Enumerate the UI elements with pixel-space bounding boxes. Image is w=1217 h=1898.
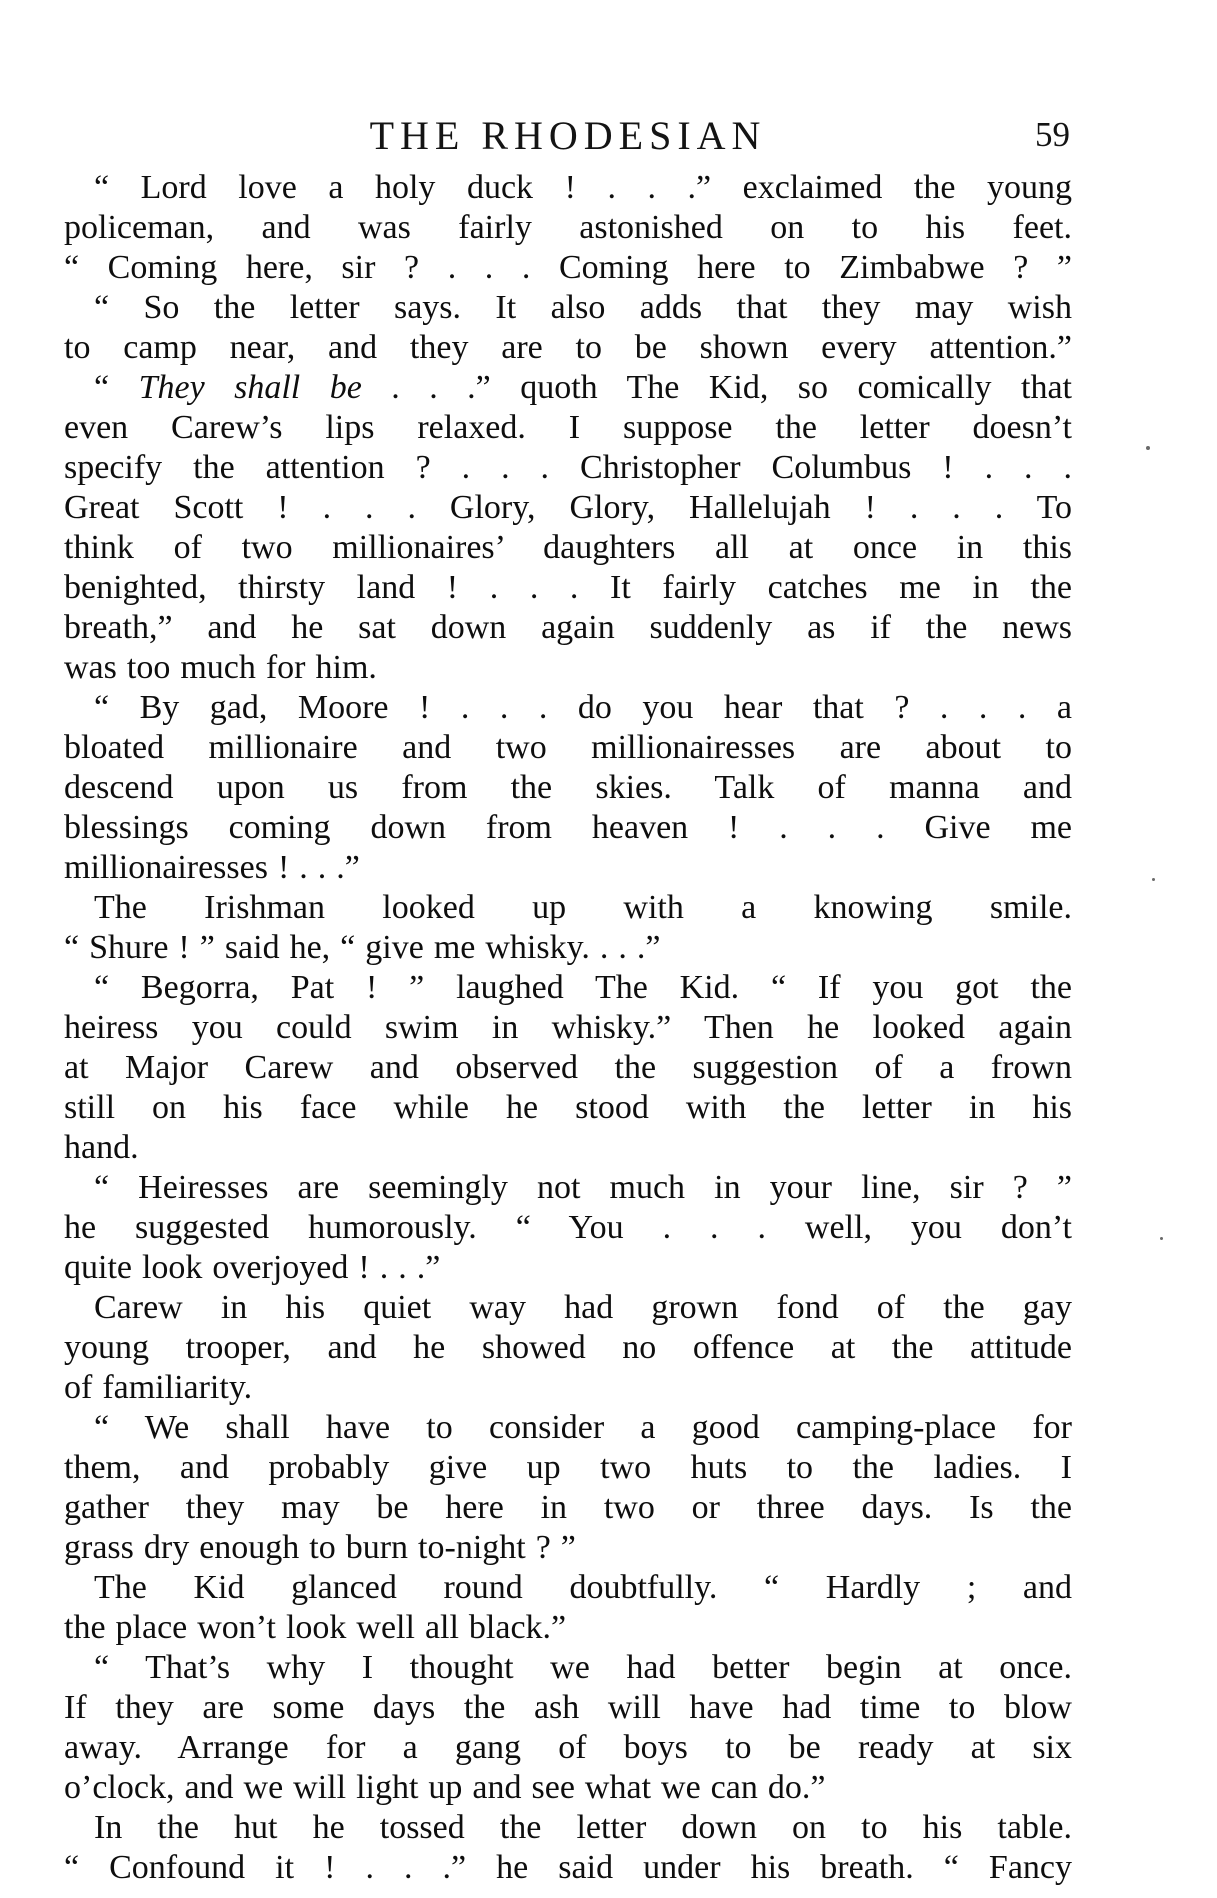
text-line: The Kid glanced round doubtfully. “ Hardly ; and (94, 1569, 1072, 1606)
text-line: grass dry enough to burn to-night ? ” (64, 1529, 576, 1566)
text-line: “ Coming here, sir ? . . . Coming here to Zimbabwe ? ” (64, 249, 1072, 286)
text-line: of familiarity. (64, 1369, 253, 1406)
text-line: “ So the letter says. It also adds that they may wish (94, 289, 1072, 326)
text-line: millionairesses ! . . .” (64, 849, 360, 886)
text-line (64, 368, 1072, 408)
scan-speck (1160, 1237, 1163, 1240)
text-line: still on his face while he stood with the letter in his (64, 1089, 1072, 1126)
page-text (64, 168, 1072, 1888)
text-line: blessings coming down from heaven ! . . . Give me (64, 809, 1072, 846)
text-line: “ Begorra, Pat ! ” laughed The Kid. “ If you got the (94, 969, 1072, 1006)
text-line: “ By gad, Moore ! . . . do you hear that ? . . . a (94, 689, 1072, 726)
text-line: away. Arrange for a gang of boys to be ready at six (64, 1729, 1072, 1766)
text-line: o’clock, and we will light up and see what we can do.” (64, 1769, 826, 1806)
text-line: the place won’t look well all black.” (64, 1609, 567, 1646)
text-line: descend upon us from the skies. Talk of manna and (64, 769, 1072, 806)
text-line: young trooper, and he showed no offence at the attitude (64, 1329, 1072, 1366)
page-header (64, 112, 1072, 162)
text-line: policeman, and was fairly astonished on to his feet. (64, 209, 1072, 246)
text-line: he suggested humorously. “ You . . . well, you don’t (64, 1209, 1072, 1246)
text-line: think of two millionaires’ daughters all at once in this (64, 529, 1072, 566)
scan-speck (1152, 878, 1155, 881)
text-line: “ That’s why I thought we had better begin at once. (94, 1649, 1072, 1686)
text-line: bloated millionaire and two millionairesses are about to (64, 729, 1072, 766)
text-line: The Irishman looked up with a knowing smile. (94, 889, 1072, 926)
text-line: Great Scott ! . . . Glory, Glory, Hallelujah ! . . . To (64, 489, 1072, 526)
text-line: “ Confound it ! . . .” he said under his breath. “ Fancy (64, 1849, 1072, 1886)
line-segment: “ (94, 369, 139, 406)
text-line: In the hut he tossed the letter down on to his table. (94, 1809, 1072, 1846)
text-line: “ We shall have to consider a good camping-place for (94, 1409, 1072, 1446)
text-line: heiress you could swim in whisky.” Then he looked again (64, 1009, 1072, 1046)
running-title: THE RHODESIAN (369, 113, 767, 158)
text-line: specify the attention ? . . . Christopher Columbus ! . . . (64, 449, 1072, 486)
scan-speck (1146, 446, 1150, 450)
text-line: If they are some days the ash will have had time to blow (64, 1689, 1072, 1726)
text-line: even Carew’s lips relaxed. I suppose the letter doesn’t (64, 409, 1072, 446)
text-line: was too much for him. (64, 649, 377, 686)
italic-phrase: They shall be (138, 369, 362, 406)
text-line: “ Lord love a holy duck ! . . .” exclaimed the young (94, 169, 1072, 206)
text-line: benighted, thirsty land ! . . . It fairly catches me in the (64, 569, 1072, 606)
text-line: them, and probably give up two huts to the ladies. I (64, 1449, 1072, 1486)
text-line: Carew in his quiet way had grown fond of the gay (94, 1289, 1072, 1326)
text-line: to camp near, and they are to be shown every attention.” (64, 329, 1072, 366)
page-number: 59 (1035, 115, 1070, 154)
text-line: hand. (64, 1129, 139, 1166)
text-line: “ Heiresses are seemingly not much in your line, sir ? ” (94, 1169, 1072, 1206)
text-line: gather they may be here in two or three days. Is the (64, 1489, 1072, 1526)
line-segment: . . .” quoth The Kid, so comically that (361, 369, 1072, 406)
text-line: “ Shure ! ” said he, “ give me whisky. . . .” (64, 929, 661, 966)
text-line: breath,” and he sat down again suddenly as if the news (64, 609, 1072, 646)
text-line: at Major Carew and observed the suggestion of a frown (64, 1049, 1072, 1086)
text-line: quite look overjoyed ! . . .” (64, 1249, 441, 1286)
